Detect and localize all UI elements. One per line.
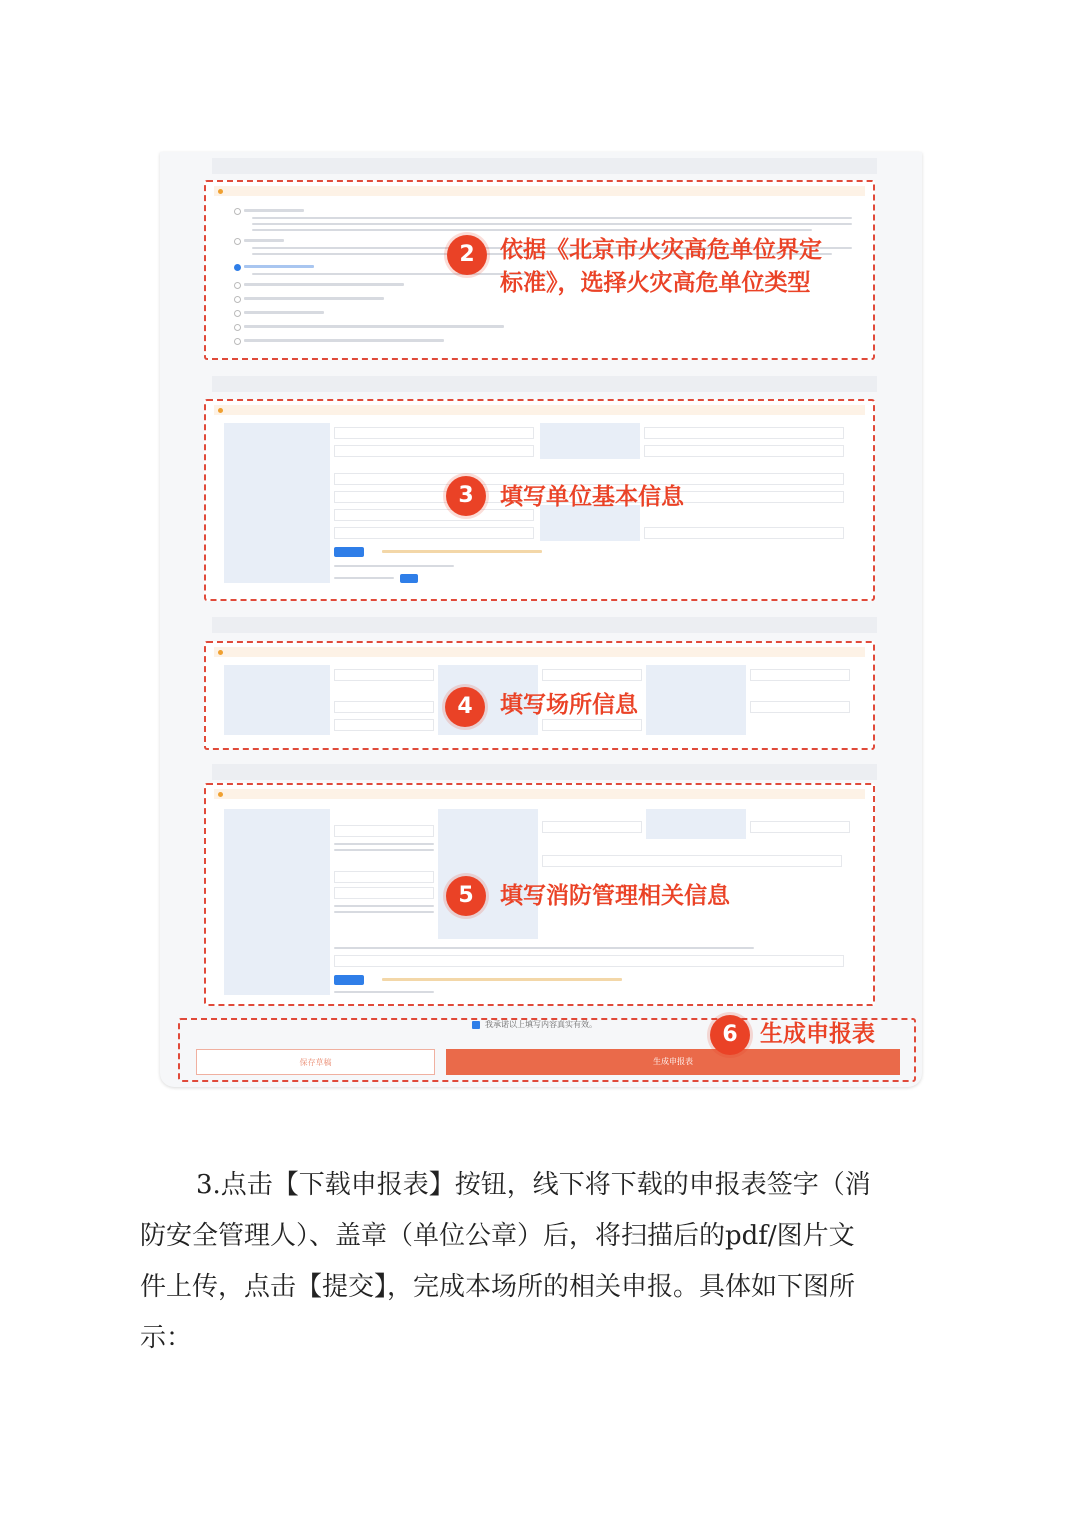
risk-type-radio-selected[interactable] bbox=[234, 264, 241, 271]
risk-type-radio[interactable] bbox=[234, 238, 241, 245]
risk-type-warning bbox=[214, 186, 865, 196]
risk-type-radio[interactable] bbox=[234, 310, 241, 317]
section-header-unit-info bbox=[212, 376, 877, 392]
step-6-label: 生成申报表 bbox=[760, 1021, 875, 1047]
unit-info-warning bbox=[214, 405, 865, 415]
section-header-fire-mgmt bbox=[212, 764, 877, 780]
risk-type-radio[interactable] bbox=[234, 338, 241, 345]
step-5-marker: 5 bbox=[446, 876, 486, 916]
form-screenshot bbox=[160, 152, 922, 1087]
risk-type-radio[interactable] bbox=[234, 324, 241, 331]
step-5-label: 填写消防管理相关信息 bbox=[500, 883, 730, 909]
paragraph-line-1: 3.点击【下载申报表】按钮，线下将下载的申报表签字（消 bbox=[196, 1170, 871, 1200]
section-header-venue bbox=[212, 617, 877, 633]
step-6-marker: 6 bbox=[710, 1015, 750, 1055]
download-button[interactable] bbox=[400, 574, 418, 583]
step-2-label-line2: 标准》，选择火灾高危单位类型 bbox=[500, 270, 811, 296]
risk-type-radio[interactable] bbox=[234, 296, 241, 303]
paragraph-line-2: 防安全管理人）、盖章（单位公章）后，将扫描后的pdf/图片文 bbox=[140, 1221, 855, 1251]
confirm-checkbox[interactable] bbox=[472, 1021, 480, 1029]
risk-type-radio[interactable] bbox=[234, 208, 241, 215]
step-4-marker: 4 bbox=[445, 687, 485, 727]
paragraph-line-4: 示： bbox=[140, 1323, 193, 1353]
upload-button-2[interactable] bbox=[334, 975, 364, 985]
step-3-label: 填写单位基本信息 bbox=[500, 484, 684, 510]
step-2-label-line1: 依据《北京市火灾高危单位界定 bbox=[500, 237, 822, 263]
step-4-label: 填写场所信息 bbox=[500, 692, 638, 718]
risk-type-radio[interactable] bbox=[234, 282, 241, 289]
upload-button[interactable] bbox=[334, 547, 364, 557]
save-draft-button[interactable]: 保存草稿 bbox=[196, 1049, 435, 1075]
step-3-marker: 3 bbox=[446, 476, 486, 516]
generate-report-button[interactable]: 生成申报表 bbox=[446, 1049, 900, 1075]
venue-info-warning bbox=[214, 647, 865, 657]
fire-mgmt-warning bbox=[214, 789, 865, 799]
paragraph-line-3: 件上传，点击【提交】，完成本场所的相关申报。具体如下图所 bbox=[140, 1272, 856, 1302]
section-header-risk-type bbox=[212, 158, 877, 174]
step-2-marker: 2 bbox=[447, 235, 487, 275]
confirm-text: 我承诺以上填写内容真实有效。 bbox=[485, 1020, 597, 1029]
